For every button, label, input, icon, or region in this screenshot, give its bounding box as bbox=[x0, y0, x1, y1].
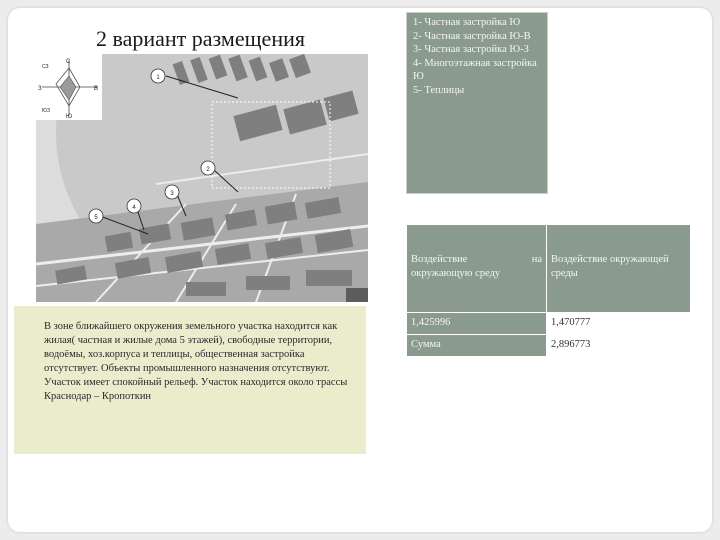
compass-west-label: З bbox=[38, 86, 42, 92]
table-row bbox=[407, 335, 691, 357]
legend-item: 2- Частная застройка Ю-В bbox=[413, 30, 531, 42]
map-marker-1 bbox=[151, 69, 165, 83]
wind-rose-icon bbox=[36, 54, 102, 120]
compass-sw-label: ЮЗ bbox=[42, 108, 51, 114]
legend-item: 3- Частная застройка Ю-З bbox=[413, 44, 529, 56]
map-marker-2 bbox=[201, 161, 215, 175]
sum-label: Сумма bbox=[407, 335, 547, 357]
svg-text:3: 3 bbox=[170, 191, 174, 197]
compass-east-label: В bbox=[94, 86, 99, 92]
sum-value: 2,896773 bbox=[547, 335, 691, 357]
impact-table bbox=[406, 224, 691, 357]
legend-item: 1- Частная застройка Ю bbox=[413, 17, 521, 28]
header-environment-impact: Воздействие окружающей среды bbox=[547, 225, 691, 313]
compass-south-label: Ю bbox=[66, 114, 73, 120]
svg-text:4: 4 bbox=[132, 205, 136, 211]
map-marker-4 bbox=[127, 199, 141, 213]
legend-item: 5- Теплицы bbox=[413, 84, 465, 96]
compass-north-label: С bbox=[66, 59, 71, 65]
table-row bbox=[407, 225, 691, 313]
table-row bbox=[407, 313, 691, 335]
svg-text:5: 5 bbox=[94, 215, 98, 221]
header-impact-on-environment: Воздействие на окружающую среду bbox=[407, 225, 547, 313]
value-cell: 1,470777 bbox=[547, 313, 691, 335]
svg-text:2: 2 bbox=[206, 167, 210, 173]
svg-text:1: 1 bbox=[156, 75, 160, 81]
site-description bbox=[14, 306, 366, 454]
map-legend bbox=[406, 12, 548, 194]
legend-item: 4- Многоэтажная застройка Ю bbox=[413, 57, 537, 83]
description-text: В зоне ближайшего окружения земельного участка находится как жилая( частная и жилые дома 5 этажей), свободные территории, водоёмы, хоз.корпуса и теплицы, общественная застройка отсутствует. Объекты промышленного назначения отсутствуют. Участок имеет спокойный рельеф. Участок находится около трассы Краснодар – Кропоткин bbox=[44, 321, 348, 402]
slide-title: 2 вариант размещения bbox=[96, 26, 305, 51]
map-marker-3 bbox=[165, 185, 179, 199]
compass-nw-label: СЗ bbox=[42, 64, 49, 70]
map-marker-5 bbox=[89, 209, 103, 223]
site-map bbox=[36, 54, 368, 302]
value-cell: 1,425996 bbox=[407, 313, 547, 335]
